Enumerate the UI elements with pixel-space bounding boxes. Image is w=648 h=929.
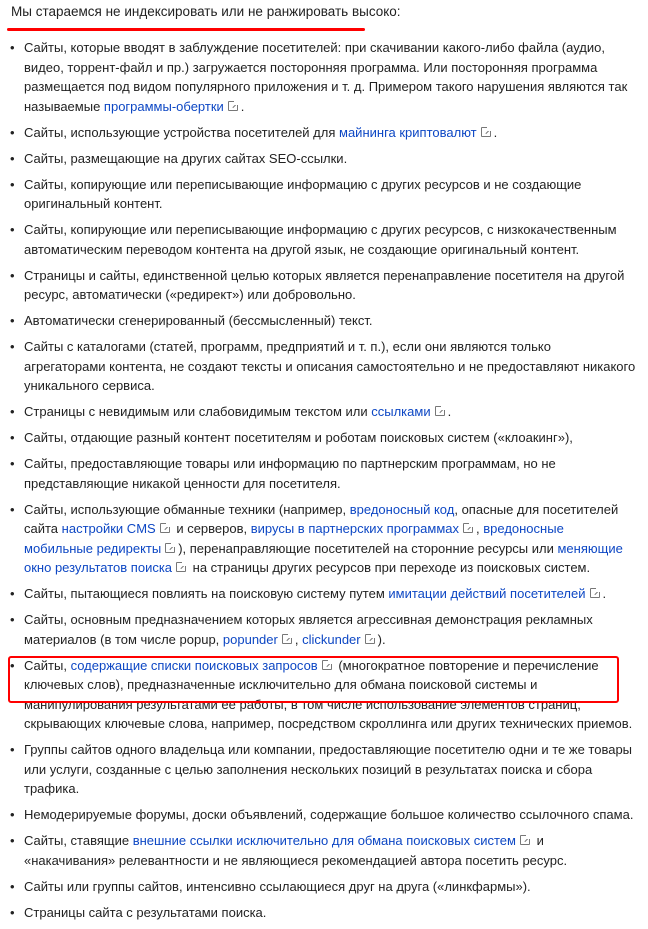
item-text: Сайты, копирующие или переписывающие информацию с других ресурсов, с низкокачественным автоматическим переводом контента на другой язык, не создающие оригинальный контент.	[24, 222, 617, 257]
external-link-icon[interactable]	[435, 406, 445, 416]
inline-link[interactable]: программы-обертки	[103, 98, 224, 114]
inline-link[interactable]: меняющие окно результатов поиска	[24, 540, 623, 575]
item-text: ,	[476, 521, 484, 536]
external-link-icon[interactable]	[365, 634, 375, 644]
external-link-icon[interactable]	[282, 634, 292, 644]
external-link-icon[interactable]	[176, 562, 186, 572]
item-text: Сайты, которые вводят в заблуждение посетителей: при скачивании какого-либо файла (аудио, видео, торрент-файл и пр.) загружается посторонняя программа. Или посторонняя программа размещается под видом популярного приложения и т. д. Примером такого нарушения являются так называемые	[24, 40, 628, 114]
external-link-icon[interactable]	[590, 588, 600, 598]
inline-link[interactable]: содержащие списки поисковых запросов	[70, 657, 318, 673]
external-link-icon[interactable]	[322, 660, 332, 670]
red-underline-annotation	[7, 28, 365, 31]
section-heading: Мы стараемся не индексировать или не ранжировать высоко:	[11, 4, 401, 19]
inline-link[interactable]: ссылками	[371, 404, 431, 419]
item-text: Сайты, пытающиеся повлиять на поисковую систему путем	[24, 586, 389, 601]
external-link-icon[interactable]	[481, 127, 491, 137]
inline-link[interactable]: вирусы в партнерских программах	[250, 521, 459, 536]
item-text: ).	[377, 631, 386, 647]
list-item	[24, 903, 636, 923]
list-item	[24, 337, 636, 396]
item-text: .	[447, 404, 452, 419]
item-text: Сайты, ставящие	[24, 833, 133, 848]
item-text: , опасные для посетителей сайта	[24, 501, 619, 536]
inline-link[interactable]: майнинга криптовалют	[339, 124, 477, 140]
item-text: Сайты, использующие обманные техники (например,	[24, 501, 350, 517]
item-text: Сайты, отдающие разный контент посетителям и роботам поисковых систем («клоакинг»),	[24, 430, 573, 445]
external-link-icon[interactable]	[165, 543, 175, 553]
list-item	[24, 38, 636, 116]
inline-link[interactable]: внешние ссылки исключительно для обмана поисковых систем	[132, 833, 516, 848]
inline-link[interactable]: вредоносный код	[349, 501, 455, 517]
item-text: Сайты,	[24, 657, 71, 673]
inline-link[interactable]: вредоносные мобильные редиректы	[24, 521, 564, 556]
item-text: Сайты или группы сайтов, интенсивно ссылающиеся друг на друга («линкфармы»).	[24, 878, 531, 894]
item-text: и серверов,	[172, 521, 251, 536]
item-text: .	[493, 124, 498, 140]
list-item	[24, 311, 636, 331]
list-item	[24, 656, 636, 734]
external-link-icon[interactable]	[463, 523, 473, 533]
list-item	[24, 740, 636, 799]
item-text: Сайты, основным предназначением которых является агрессивная демонстрация рекламных материалов (в том числе popup,	[24, 612, 593, 647]
item-text: Сайты, размещающие на других сайтах SEO-ссылки.	[24, 150, 348, 166]
item-text: и «накачивания» релевантности и не являющиеся рекомендацией автора посетить ресурс.	[24, 833, 568, 868]
item-text: ,	[294, 631, 303, 647]
item-text: Немодерируемые форумы, доски объявлений, содержащие большое количество ссылочного спама.	[24, 807, 634, 822]
inline-link[interactable]: popunder	[222, 631, 278, 647]
inline-link[interactable]: имитации действий посетителей	[388, 586, 586, 601]
inline-link[interactable]: clickunder	[302, 631, 361, 647]
list-item	[24, 877, 636, 897]
list-item	[24, 584, 636, 604]
list-item	[24, 805, 636, 825]
list-item	[24, 266, 636, 305]
item-text: Сайты, использующие устройства посетителей для	[24, 124, 340, 140]
item-text: ), перенаправляющие посетителей на сторонние ресурсы или	[178, 540, 558, 556]
external-link-icon[interactable]	[228, 101, 238, 111]
list-item	[24, 428, 636, 448]
item-text: Страницы сайта с результатами поиска.	[24, 904, 267, 920]
item-text: .	[240, 98, 245, 114]
item-text: Сайты с каталогами (статей, программ, предприятий и т. п.), если они являются только агрегаторами контента, не создают тексты и описания самостоятельно и не предоставляют никакого уникального сервиса.	[24, 339, 636, 393]
item-text: Страницы и сайты, единственной целью которых является перенаправление посетителя на другой ресурс, автоматически («редирект») или добровольно.	[24, 267, 625, 302]
list-item	[24, 123, 636, 143]
list-item	[24, 500, 636, 578]
item-text: Сайты, копирующие или переписывающие информацию с других ресурсов и не создающие оригинальный контент.	[24, 176, 582, 211]
list-item	[24, 220, 636, 259]
list-item	[24, 454, 636, 493]
list-item	[24, 175, 636, 214]
external-link-icon[interactable]	[160, 523, 170, 533]
item-text: (многократное повторение и перечисление ключевых слов), предназначенные исключительно для обмана поисковой системы и манипулирования результатами ее работы, в том числе использование элементов страниц, скрывающих ключевые слова, например, посредством скроллинга или других технических приемов.	[24, 657, 633, 731]
list-item	[24, 831, 636, 870]
list-item	[24, 149, 636, 169]
list-item	[24, 402, 636, 422]
item-text: Автоматически сгенерированный (бессмысленный) текст.	[24, 313, 373, 328]
rules-list	[0, 38, 636, 929]
item-text: Сайты, предоставляющие товары или информацию по партнерским программам, но не представляющие никакой ценности для посетителя.	[24, 456, 556, 491]
external-link-icon[interactable]	[520, 835, 530, 845]
list-item	[24, 610, 636, 649]
item-text: Страницы с невидимым или слабовидимым текстом или	[24, 404, 372, 419]
inline-link[interactable]: настройки CMS	[61, 521, 156, 536]
item-text: на страницы других ресурсов при переходе из поисковых систем.	[189, 560, 591, 575]
item-text: .	[602, 586, 607, 601]
item-text: Группы сайтов одного владельца или компании, предоставляющие посетителю одни и те же товары или услуги, созданные с целью заполнения нескольких позиций в результатах поиска и сбора трафика.	[24, 742, 633, 796]
